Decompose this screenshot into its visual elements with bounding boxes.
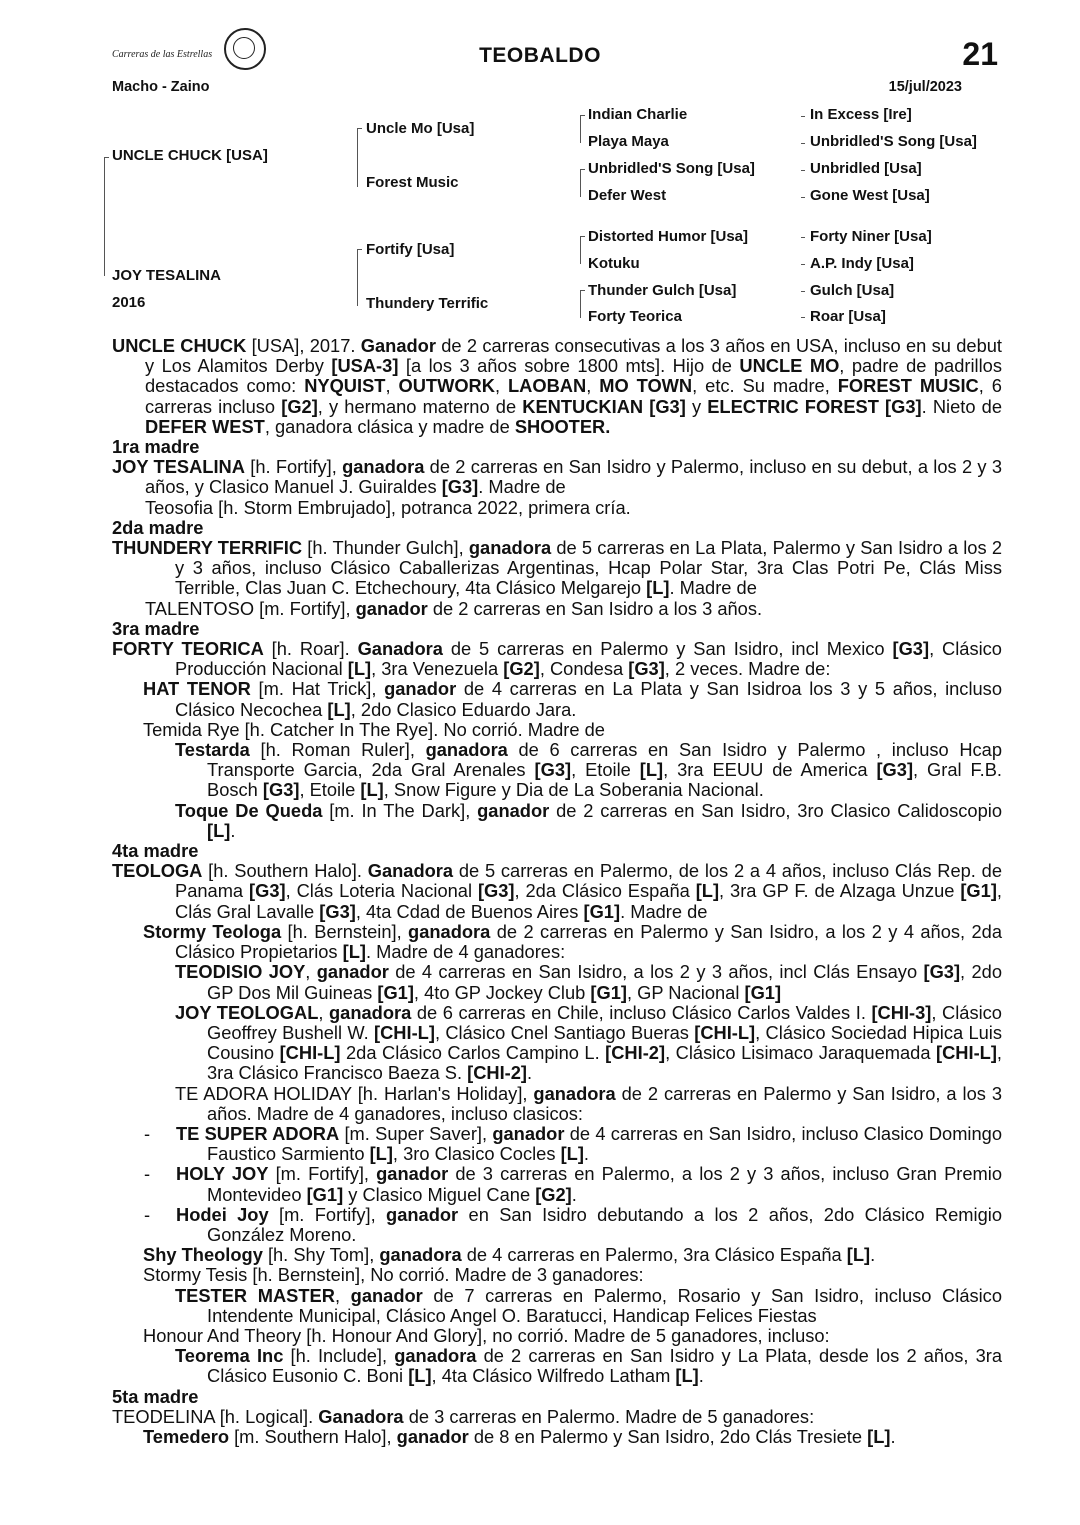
pedigree-gen4-2: Unbridled'S Song [Usa] bbox=[810, 133, 977, 150]
pedigree-bracket bbox=[357, 128, 362, 187]
pedigree-bracket bbox=[580, 290, 585, 318]
pedigree-gen3-4: Defer West bbox=[588, 187, 667, 204]
produce-line: Shy Theology [h. Shy Tom], ganadora de 4 carreras en Palermo, 3ra Clásico España [L]. bbox=[143, 1244, 876, 1266]
produce-line: HAT TENOR [m. Hat Trick], ganador de 4 carreras en La Plata y San Isidroa los 3 y 5 años, incluso Clásico Necochea [L], 2do Clasico Eduardo Jara. bbox=[143, 678, 1002, 720]
pedigree-dash bbox=[801, 291, 805, 292]
pedigree-notes bbox=[112, 336, 1002, 1447]
pedigree-gen4-8: Roar [Usa] bbox=[810, 308, 886, 325]
produce-line: Temedero [m. Southern Halo], ganador de 8 en Palermo y San Isidro, 2do Clás Tresiete [L]. bbox=[143, 1425, 896, 1447]
produce-line: Stormy Tesis [h. Bernstein], No corrió. Madre de 3 ganadores: bbox=[143, 1264, 644, 1286]
page-number: 21 bbox=[962, 36, 998, 72]
section-heading: 5ta madre bbox=[112, 1385, 199, 1407]
pedigree-gen3-6: Kotuku bbox=[588, 255, 640, 272]
produce-line: TALENTOSO [m. Fortify], ganador de 2 carreras en San Isidro a los 3 años. bbox=[145, 597, 763, 619]
pedigree-gen2-4: Thundery Terrific bbox=[366, 295, 489, 312]
produce-line: Teorema Inc [h. Include], ganadora de 2 carreras en San Isidro y La Plata, desde los 2 años, 3ra Clásico Eusonio C. Boni [L], 4ta Clásico Wilfredo Latham [L]. bbox=[175, 1345, 1002, 1387]
pedigree-gen2-1: Uncle Mo [Usa] bbox=[366, 120, 475, 137]
pedigree-dash bbox=[801, 170, 805, 171]
pedigree-sire: UNCLE CHUCK [USA] bbox=[112, 147, 268, 164]
pedigree-dash bbox=[801, 264, 805, 265]
pedigree-gen3-3: Unbridled'S Song [Usa] bbox=[588, 160, 755, 177]
produce-line: Temida Rye [h. Catcher In The Rye]. No corrió. Madre de bbox=[143, 718, 605, 740]
pedigree-dash bbox=[801, 317, 805, 318]
section-heading: 3ra madre bbox=[112, 617, 200, 639]
pedigree-gen4-7: Gulch [Usa] bbox=[810, 282, 895, 299]
pedigree-gen3-1: Indian Charlie bbox=[588, 106, 688, 123]
produce-line: Stormy Teologa [h. Bernstein], ganadora de 2 carreras en Palermo y San Isidro, a los 2 y 4 años, 2da Clásico Propietarios [L]. Madre de 4 ganadores: bbox=[143, 920, 1003, 963]
pedigree-bracket bbox=[357, 249, 362, 306]
brand-wordmark: Carreras de las Estrellas bbox=[112, 49, 213, 60]
sire-paragraph: UNCLE CHUCK [USA], 2017. Ganador de 2 carreras consecutivas a los 3 años en USA, incluso en su debut y Los Alamitos Derby [USA-3] [a los 3 años sobre 1800 mts]. Hijo de UNCLE MO, padre de padrillos destacados como: NYQUIST, OUTWORK, LAOBAN, MO TOWN, etc. Su madre, FOREST MUSIC, 6 carreras incluso [G2], y hermano materno de KENTUCKIAN [G3] y ELECTRIC FOREST [G3]. Nieto de DEFER WEST, ganadora clásica y madre de SHOOTER. bbox=[112, 335, 1003, 437]
fourth-dam-paragraph: TEOLOGA [h. Southern Halo]. Ganadora de 5 carreras en Palermo, de los 2 a 4 años, incluso Clás Rep. de Panama [G3], Clás Loteria Nacional [G3], 2da Clásico España [L], 3ra GP F. de Alzaga Unzue [G1], Clás Gral Lavalle [G3], 4ta Cdad de Buenos Aires [G1]. Madre de bbox=[112, 860, 1002, 922]
produce-line: Honour And Theory [h. Honour And Glory], no corrió. Madre de 5 ganadores, incluso: bbox=[143, 1324, 830, 1346]
pedigree-bracket bbox=[104, 157, 109, 276]
pedigree-dash bbox=[801, 197, 805, 198]
fifth-dam-paragraph: TEODELINA [h. Logical]. Ganadora de 3 carreras en Palermo. Madre de 5 ganadores: bbox=[112, 1405, 815, 1427]
produce-line: - Hodei Joy [m. Fortify], ganador en San Isidro debutando a los 2 años, 2do Clásico Remigio González Moreno. bbox=[144, 1203, 1002, 1245]
pedigree-gen4-4: Gone West [Usa] bbox=[810, 187, 930, 204]
produce-line: Toque De Queda [m. In The Dark], ganador de 2 carreras en San Isidro, 3ro Clasico Calidoscopio [L]. bbox=[175, 799, 1002, 841]
section-heading: 4ta madre bbox=[112, 840, 199, 862]
pedigree-dash bbox=[801, 143, 805, 144]
pedigree-gen3-7: Thunder Gulch [Usa] bbox=[588, 282, 737, 299]
produce-line: TE ADORA HOLIDAY [h. Harlan's Holiday], ganadora de 2 carreras en Palermo y San Isidro, a los 3 años. Madre de 4 ganadores, incluso clasicos: bbox=[175, 1082, 1002, 1124]
produce-line: TESTER MASTER, ganador de 7 carreras en Palermo, Rosario y San Isidro, incluso Clásico Intendente Municipal, Clásico Angel O. Baratucci, Handicap Felices Fiestas bbox=[175, 1284, 1002, 1326]
pedigree-gen3-5: Distorted Humor [Usa] bbox=[588, 228, 749, 245]
pedigree-gen2-2: Forest Music bbox=[366, 174, 459, 191]
pedigree-gen4-1: In Excess [Ire] bbox=[810, 106, 912, 123]
pedigree-gen3-8: Forty Teorica bbox=[588, 308, 682, 325]
dam-paragraph: JOY TESALINA [h. Fortify], ganadora de 2 carreras en San Isidro y Palermo, incluso en su debut, a los 2 y 3 años, y Clasico Manuel J. Guiraldes [G3]. Madre de bbox=[112, 456, 1002, 498]
produce-line: Testarda [h. Roman Ruler], ganadora de 6 carreras en San Isidro y Palermo , incluso Hcap Transporte Garcia, 2da Gral Arenales [G3], Etoile [L], 3ra EEUU de America [G3], Gral F.B. Bosch [G3], Etoile [L], Snow Figure y Dia de La Soberania Nacional. bbox=[175, 739, 1003, 801]
produce-line: Teosofia [h. Storm Embrujado], potranca 2022, primera cría. bbox=[145, 496, 631, 518]
pedigree-gen4-5: Forty Niner [Usa] bbox=[810, 228, 932, 245]
section-heading: 2da madre bbox=[112, 516, 204, 538]
produce-line: TEODISIO JOY, ganador de 4 carreras en San Isidro, a los 2 y 3 años, incl Clás Ensayo [G3], 2do GP Dos Mil Guineas [G1], 4to GP Jockey Club [G1], GP Nacional [G1] bbox=[175, 961, 1002, 1003]
sex-coat: Macho - Zaino bbox=[112, 79, 210, 95]
third-dam-paragraph: FORTY TEORICA [h. Roar]. Ganadora de 5 carreras en Palermo y San Isidro, incl Mexico [G3], Clásico Producción Nacional [L], 3ra Venezuela [G2], Condesa [G3], 2 veces. Madre de: bbox=[112, 638, 1002, 680]
pedigree-dam: JOY TESALINA bbox=[112, 267, 221, 284]
pedigree-gen2-3: Fortify [Usa] bbox=[366, 241, 455, 258]
granddam-paragraph: THUNDERY TERRIFIC [h. Thunder Gulch], ganadora de 5 carreras en La Plata, Palermo y San Isidro a los 2 y 3 años, incluso Clásico Caballerizas Argentinas, Hcap Polar Star, 3ra Clas Potri Pe, Clás Miss Terrible, Clas Juan C. Etchechoury, 4ta Clásico Melgarejo [L]. Madre de bbox=[112, 537, 1002, 599]
page-title: TEOBALDO bbox=[479, 44, 601, 67]
pedigree-gen4-3: Unbridled [Usa] bbox=[810, 160, 922, 177]
produce-line: - TE SUPER ADORA [m. Super Saver], ganador de 4 carreras en San Isidro, incluso Clasico Domingo Faustico Sarmiento [L], 3ro Clasico Cocles [L]. bbox=[144, 1122, 1002, 1165]
report-date: 15/jul/2023 bbox=[888, 79, 962, 95]
pedigree-dash bbox=[801, 237, 805, 238]
pedigree-gen4-6: A.P. Indy [Usa] bbox=[810, 255, 914, 272]
produce-line: JOY TEOLOGAL, ganadora de 6 carreras en Chile, incluso Clásico Carlos Valdes I. [CHI-3], Clásico Geoffrey Bushell W. [CHI-L], Clásico Cnel Santiago Bueras [CHI-L], Clásico Sociedad Hipica Luis Cousino [CHI-L] 2da Clásico Carlos Campino L. [CHI-2], Clásico Lisimaco Jaraquemada [CHI-L], 3ra Clásico Francisco Baeza S. [CHI-2]. bbox=[175, 1001, 1003, 1084]
pedigree-bracket bbox=[580, 236, 585, 264]
pedigree-bracket bbox=[580, 115, 585, 143]
produce-line: - HOLY JOY [m. Fortify], ganador de 3 carreras en Palermo, a los 2 y 3 años, incluso Gran Premio Montevideo [G1] y Clasico Miguel Cane [G2]. bbox=[144, 1163, 1002, 1205]
pedigree-dam-year: 2016 bbox=[112, 294, 146, 311]
section-heading: 1ra madre bbox=[112, 436, 200, 458]
pedigree-dash bbox=[801, 116, 805, 117]
pedigree-gen3-2: Playa Maya bbox=[588, 133, 669, 150]
pedigree-bracket bbox=[580, 169, 585, 197]
